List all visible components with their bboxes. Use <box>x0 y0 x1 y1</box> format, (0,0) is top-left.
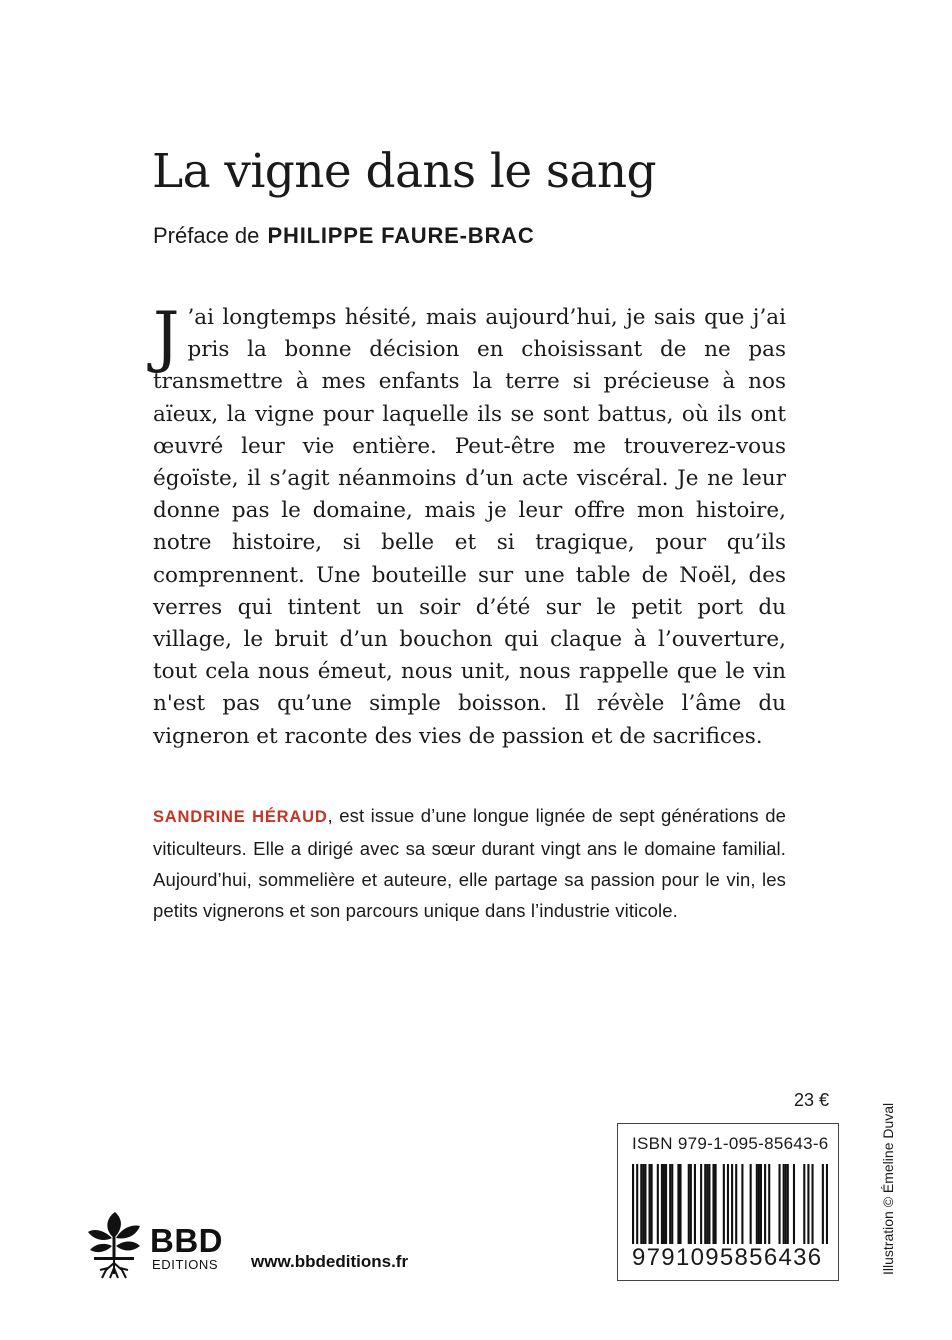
barcode-bar <box>677 1164 679 1244</box>
isbn-label: ISBN 979-1-095-85643-6 <box>632 1134 829 1153</box>
preface-author: PHILIPPE FAURE-BRAC <box>267 223 535 248</box>
barcode-icon <box>632 1164 828 1244</box>
barcode-bar <box>807 1164 809 1244</box>
blurb-text: ’ai longtemps hésité, mais aujourd’hui, je sais que j’ai pris la bonne décision en choisissant de ne pas transmettre à mes enfants la terre si précieuse à nos aïeux, la vigne pour laquelle ils se sont battus, où ils ont œuvré leur vie entière. Peut-être me trouverez-vous égoïste, il s’agit néanmoins d’un acte viscéral. Je ne leur donne pas le domaine, mais je leur offre mon histoire, notre histoire, si belle et si tragique, pour qu’ils comprennent. Une bouteille sur une table de Noël, des verres qui tintent un soir d’été sur le petit port du village, le bruit d’un bouchon qui claque à l’ouverture, tout cela nous émeut, nous unit, nous rappelle que le vin n'est pas qu’une simple boisson. Il révèle l’âme du vigneron et raconte des vies de passion et de sacrifices. <box>153 305 786 749</box>
book-title: La vigne dans le sang <box>152 144 656 199</box>
barcode-bar <box>690 1164 692 1244</box>
barcode-digits: 9791095856436 <box>632 1244 823 1271</box>
sprout-roots-icon <box>86 1208 142 1280</box>
barcode-bar <box>671 1164 673 1244</box>
publisher-logo-sub: EDITIONS <box>152 1257 219 1272</box>
barcode-bar <box>640 1164 642 1244</box>
barcode-bar <box>785 1164 787 1244</box>
back-cover-blurb <box>153 298 786 753</box>
author-bio <box>153 800 786 926</box>
barcode-bar <box>787 1164 789 1244</box>
barcode-bar <box>811 1164 813 1244</box>
barcode-bar <box>706 1164 708 1244</box>
barcode-bar <box>704 1164 706 1244</box>
barcode-bar <box>803 1164 805 1244</box>
barcode-block <box>617 1123 839 1281</box>
barcode-bar <box>793 1164 795 1244</box>
barcode-bar <box>644 1164 646 1244</box>
barcode-bar <box>758 1164 760 1244</box>
barcode-bar <box>694 1164 696 1244</box>
barcode-bar <box>700 1164 702 1244</box>
blurb-dropcap: J <box>153 298 180 375</box>
barcode-bar <box>715 1164 717 1244</box>
barcode-bar <box>783 1164 785 1244</box>
illustration-credit: Illustration © Émeline Duval <box>880 1102 896 1275</box>
preface-label: Préface de <box>153 223 260 248</box>
publisher-website[interactable]: www.bbdeditions.fr <box>251 1252 409 1271</box>
barcode-bar <box>768 1164 770 1244</box>
barcode-bar <box>636 1164 638 1244</box>
preface-line <box>153 219 535 253</box>
bio-author-name: SANDRINE HÉRAUD <box>153 808 328 826</box>
barcode-bar <box>723 1164 725 1244</box>
barcode-bar <box>735 1164 737 1244</box>
barcode-bar <box>657 1164 659 1244</box>
barcode-bar <box>822 1164 824 1244</box>
barcode-bar <box>760 1164 762 1244</box>
barcode-bar <box>741 1164 743 1244</box>
barcode-bar <box>826 1164 828 1244</box>
barcode-bar <box>756 1164 758 1244</box>
barcode-bar <box>727 1164 729 1244</box>
barcode-bar <box>665 1164 667 1244</box>
barcode-bar <box>750 1164 752 1244</box>
barcode-bar <box>632 1164 634 1244</box>
barcode-bar <box>708 1164 710 1244</box>
barcode-bar <box>679 1164 681 1244</box>
barcode-bar <box>649 1164 651 1244</box>
barcode-bar <box>669 1164 671 1244</box>
barcode-bar <box>663 1164 665 1244</box>
publisher-logo-name: BBD <box>150 1222 223 1259</box>
barcode-bar <box>731 1164 733 1244</box>
barcode-bar <box>642 1164 644 1244</box>
barcode-bar <box>712 1164 714 1244</box>
barcode-bar <box>688 1164 690 1244</box>
barcode-bar <box>778 1164 780 1244</box>
barcode-bar <box>764 1164 766 1244</box>
bio-text: , est issue d’une longue lignée de sept générations de viticulteurs. Elle a dirigé avec sa sœur durant vingt ans le domaine familial. Aujourd’hui, sommelière et auteure, elle partage sa passion pour le vin, les petits vignerons et son parcours unique dans l’industrie viticole. <box>153 805 786 921</box>
barcode-bar <box>661 1164 663 1244</box>
barcode-bar <box>651 1164 653 1244</box>
price-label: 23 € <box>793 1090 829 1110</box>
